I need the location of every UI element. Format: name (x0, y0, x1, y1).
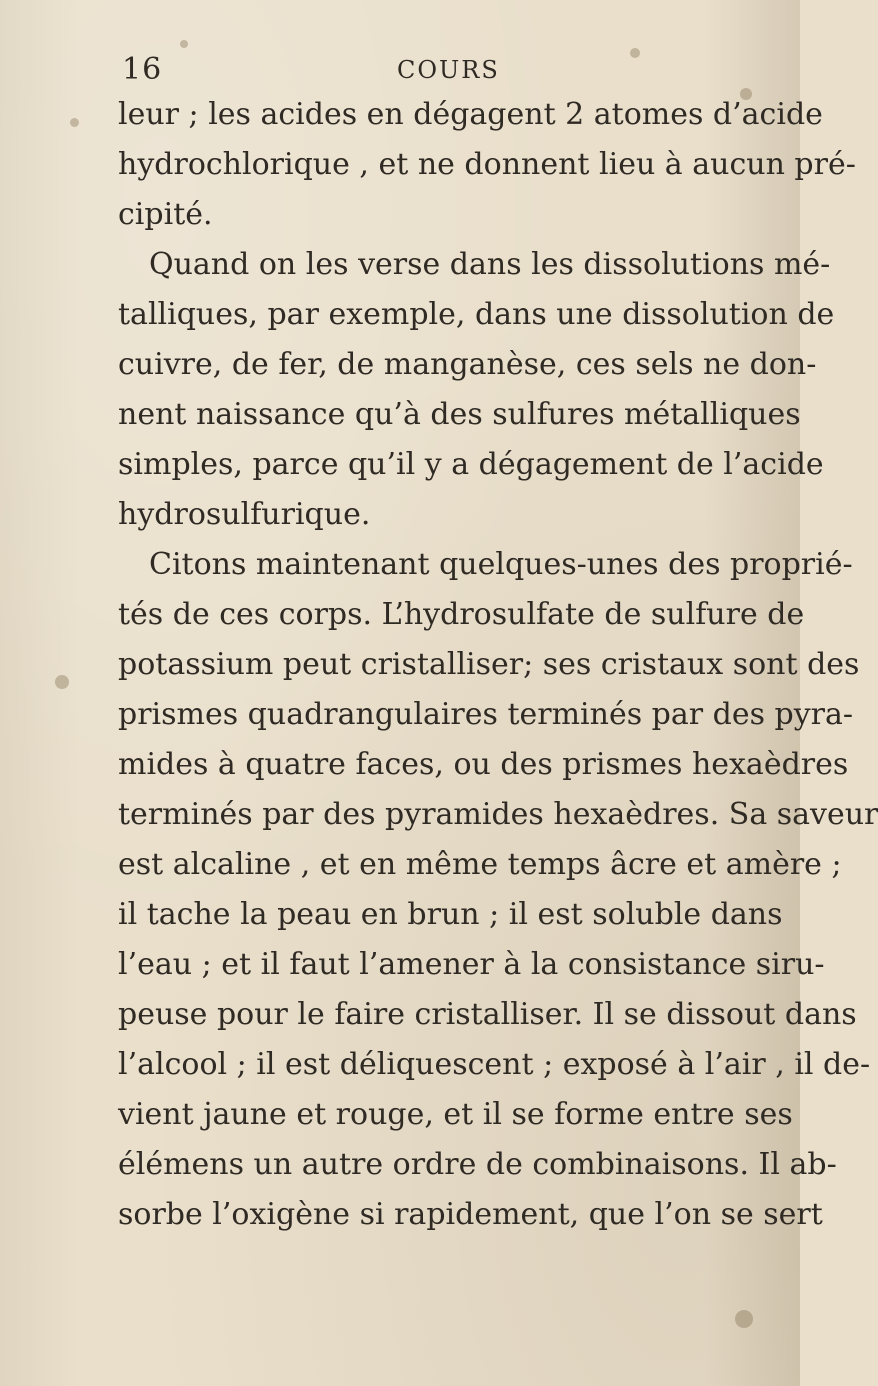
page-header (122, 52, 682, 92)
text-line: cuivre, de fer, de manganèse, ces sels ne don- (118, 347, 817, 382)
text-line: prismes quadrangulaires terminés par des pyra- (118, 697, 854, 732)
text-line: cipité. (118, 197, 213, 232)
text-line: tés de ces corps. L’hydrosulfate de sulfure de (118, 597, 805, 632)
text-line: hydrochlorique , et ne donnent lieu à aucun pré- (118, 147, 856, 182)
text-line: leur ; les acides en dégagent 2 atomes d’acide (118, 97, 823, 132)
text-line: potassium peut cristalliser; ses cristaux sont des (118, 647, 860, 682)
paper-stain (735, 1310, 753, 1328)
running-head: COURS (397, 56, 500, 84)
paper-stain (55, 675, 69, 689)
text-line: est alcaline , et en même temps âcre et amère ; (118, 847, 842, 882)
text-line: élémens un autre ordre de combinaisons. Il ab- (118, 1147, 837, 1182)
text-line: mides à quatre faces, ou des prismes hexaèdres (118, 747, 849, 782)
paper-stain (180, 40, 188, 48)
text-line: vient jaune et rouge, et il se forme entre ses (118, 1097, 793, 1132)
body-text (118, 95, 878, 1265)
text-line: peuse pour le faire cristalliser. Il se dissout dans (118, 997, 857, 1032)
text-line: terminés par des pyramides hexaèdres. Sa saveur (118, 797, 878, 832)
text-line: l’alcool ; il est déliquescent ; exposé à l’air , il de- (118, 1047, 871, 1082)
text-line: talliques, par exemple, dans une dissolution de (118, 297, 835, 332)
text-line: hydrosulfurique. (118, 497, 371, 532)
page-number: 16 (122, 52, 163, 87)
text-line: il tache la peau en brun ; il est soluble dans (118, 897, 783, 932)
text-line: nent naissance qu’à des sulfures métalliques (118, 397, 801, 432)
text-line: simples, parce qu’il y a dégagement de l’acide (118, 447, 824, 482)
text-line: sorbe l’oxigène si rapidement, que l’on se sert (118, 1197, 823, 1232)
text-line: l’eau ; et il faut l’amener à la consistance siru- (118, 947, 825, 982)
paragraph-first-line: Quand on les verse dans les dissolutions mé- (149, 247, 831, 282)
paper-stain (70, 118, 79, 127)
paragraph-first-line: Citons maintenant quelques-unes des proprié- (149, 547, 853, 582)
